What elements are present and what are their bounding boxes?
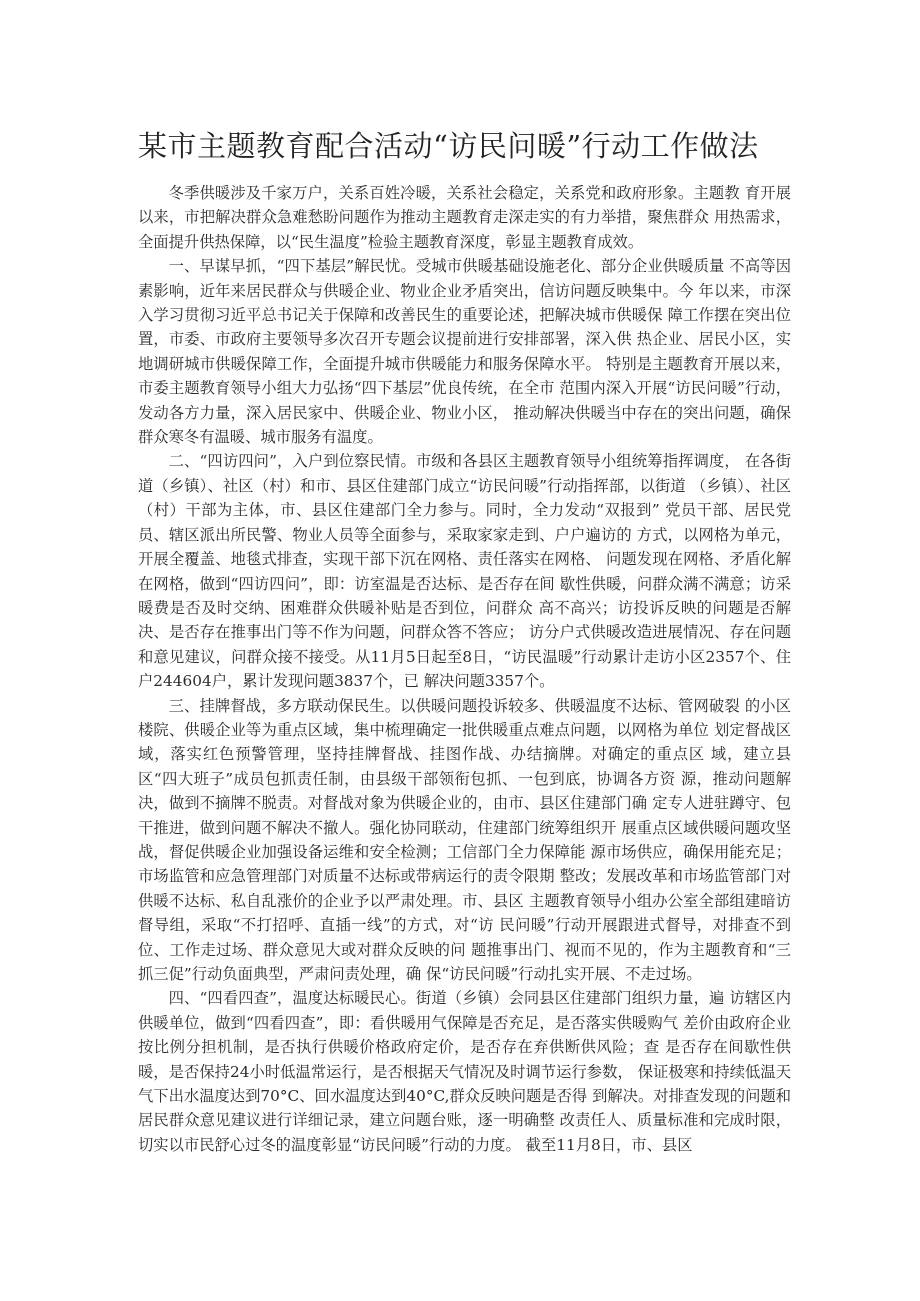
document-title: 某市主题教育配合活动“访民问暖”行动工作做法 (138, 129, 759, 163)
document-body (138, 181, 791, 1157)
paragraph-section-1: 一、早谋早抓，“四下基层”解民忧。受城市供暖基础设施老化、部分企业供暖质量 不高等因素影响，近年来居民群众与供暖企业、物业企业矛盾突出，信访问题反映集中。今 年以来，市深入学习贯彻习近平总书记关于保障和改善民生的重要论述，把解决城市供暖保 障工作摆在突出位置，市委、市政府主要领导多次召开专题会议提前进行安排部署，深入供 热企业、居民小区，实地调研城市供暖保障工作，全面提升城市供暖能力和服务保障水平。 特别是主题教育开展以来，市委主题教育领导小组大力弘扬“四下基层”优良传统，在全市 范围内深入开展“访民问暖”行动，发动各方力量，深入居民家中、供暖企业、物业小区， 推动解决供暖当中存在的突出问题，确保群众寒冬有温暖、城市服务有温度。 (138, 257, 791, 447)
paragraph-section-2: 二、“四访四问”，入户到位察民情。市级和各县区主题教育领导小组统筹指挥调度， 在各街道（乡镇）、社区（村）和市、县区住建部门成立“访民问暖”行动指挥部，以街道 （乡镇）、社区（村）干部为主体，市、县区住建部门全力参与。同时，全力发动“双报到” 党员干部、居民党员、辖区派出所民警、物业人员等全面参与，采取家家走到、户户遍访的 方式，以网格为单元，开展全覆盖、地毯式排查，实现干部下沉在网格、责任落实在网格、 问题发现在网格、矛盾化解在网格，做到“四访四问”，即：访室温是否达标、是否存在间 歇性供暖，问群众满不满意；访采暖费是否及时交纳、困难群众供暖补贴是否到位，问群众 高不高兴；访投诉反映的问题是否解决、是否存在推事出门等不作为问题，问群众答不答应； 访分户式供暖改造进展情况、存在问题和意见建议，问群众接不接受。从11月5日起至8日，“访民温暖”行动累计走访小区2357个、住户244604户，累计发现问题3837个，已 解决问题3357个。 (138, 452, 791, 691)
paragraph-section-3: 三、挂牌督战，多方联动保民生。以供暖问题投诉较多、供暖温度不达标、管网破裂 的小区楼院、供暖企业等为重点区域，集中梳理确定一批供暖重点难点问题，以网格为单位 划定督战区域，落实红色预警管理，坚持挂牌督战、挂图作战、办结摘牌。对确定的重点区 域，建立县区“四大班子”成员包抓责任制，由县级干部领衔包抓、一包到底，协调各方资 源，推动问题解决，做到不摘牌不脱责。对督战对象为供暖企业的，由市、县区住建部门确 定专人进驻蹲守、包干推进，做到问题不解决不撤人。强化协同联动，住建部门统筹组织开 展重点区域供暖问题攻坚战，督促供暖企业加强设备运维和安全检测；工信部门全力保障能 源市场供应，确保用能充足；市场监管和应急管理部门对质量不达标或带病运行的责令限期 整改；发展改革和市场监管部门对供暖不达标、私自乱涨价的企业予以严肃处理。市、县区 主题教育领导小组办公室全部组建暗访督导组，采取“不打招呼、直插一线”的方式，对“访 民问暖”行动开展跟进式督导，对排查不到位、工作走过场、群众意见大或对群众反映的问 题推事出门、视而不见的，作为主题教育和“三抓三促”行动负面典型，严肃问责处理，确 保“访民问暖”行动扎实开展、不走过场。 (138, 696, 791, 983)
paragraph-section-4: 四、“四看四查”，温度达标暖民心。街道（乡镇）会同县区住建部门组织力量，遍 访辖区内供暖单位，做到“四看四查”，即：看供暖用气保障是否充足，是否落实供暖购气 差价由政府企业按比例分担机制，是否执行供暖价格政府定价，是否存在弃供断供风险；查 是否存在间歇性供暖，是否保持24小时低温常运行，是否根据天气情况及时调节运行参数， 保证极寒和持续低温天气下出水温度达到70°C、回水温度达到40°C,群众反映问题是否得 到解决。对排查发现的问题和居民群众意见建议进行详细记录，建立问题台账，逐一明确整 改责任人、质量标准和完成时限，切实以市民舒心过冬的温度彰显“访民问暖”行动的力度。 截至11月8日，市、县区 (138, 989, 791, 1154)
paragraph-intro: 冬季供暖涉及千家万户，关系百姓冷暖，关系社会稳定，关系党和政府形象。主题教 育开展以来，市把解决群众急难愁盼问题作为推动主题教育走深走实的有力举措，聚焦群众 用热需求，全面提升供热保障，以“民生温度”检验主题教育深度，彰显主题教育成效。 (138, 184, 791, 251)
